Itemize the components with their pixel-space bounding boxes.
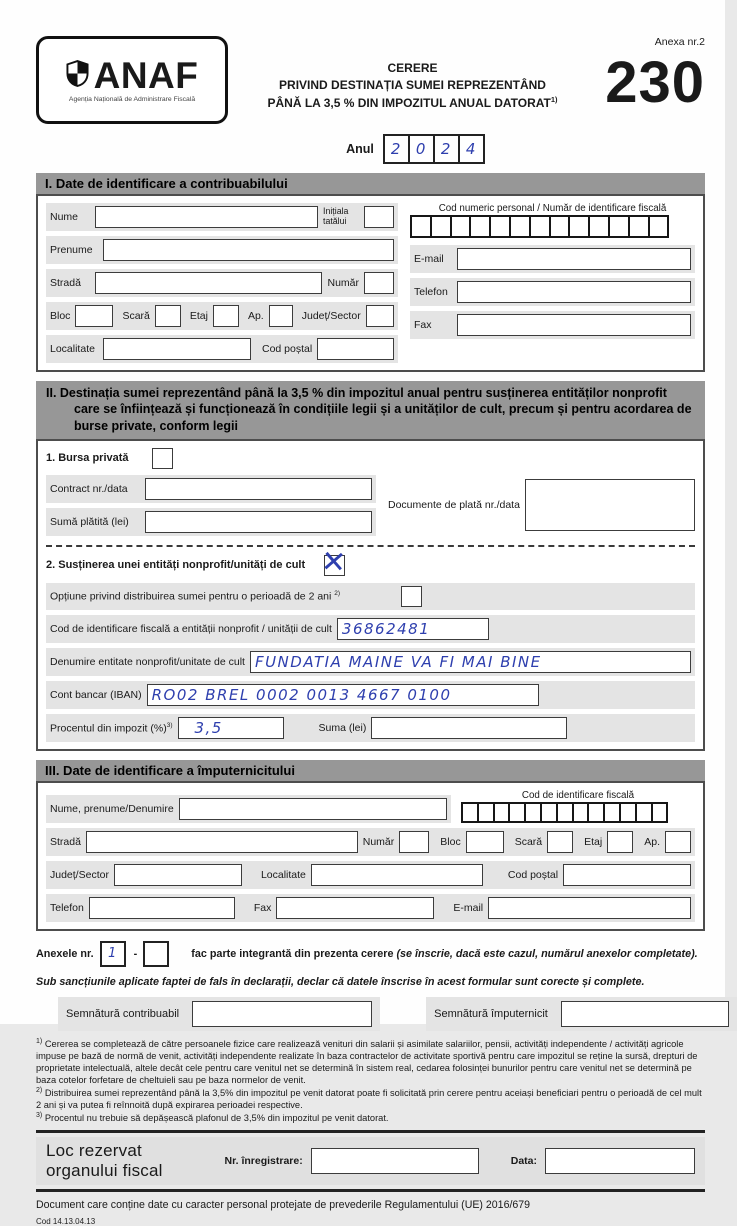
anaf-shield-icon <box>66 60 89 92</box>
imp-judet-label: Județ/Sector <box>50 868 109 881</box>
imp-fax-input[interactable] <box>276 897 434 919</box>
initiala-label: Inițiala tatălui <box>323 206 349 226</box>
anexe-first-input[interactable] <box>100 941 126 967</box>
cif-entitate-value: 36862481 <box>341 619 431 638</box>
entitate-checkbox[interactable] <box>320 544 348 580</box>
optiune-footnote-ref: 2) <box>334 590 341 597</box>
footnote-2: $^{2)}$ Distribuirea sumei reprezentând până la 3,5% din impozitul pe venit datorat poate fi solicitată prin cerere pentru aceiași beneficiari pentru o perioadă de cel mult 2 ani și va putea fi reînnoită după expirarea perioadei respective. <box>36 1087 702 1111</box>
section1-title: I. Date de identificare a contribuabilului <box>36 173 705 194</box>
imp-localitate-label: Localitate <box>260 868 306 881</box>
judet-input[interactable] <box>366 305 394 327</box>
imp-cod-postal-label: Cod poștal <box>507 868 559 881</box>
etaj-label: Etaj <box>189 310 208 322</box>
procent-value: 3,5 <box>194 718 223 737</box>
title-line-3: PÂNĂ LA 3,5 % DIN IMPOZITUL ANUAL DATORAT$^{1)}$ <box>267 94 558 110</box>
cnp-cell[interactable] <box>509 215 531 238</box>
email-input[interactable] <box>457 248 691 270</box>
year-digit-cell[interactable]: 2 <box>383 134 410 164</box>
entitate-checkmark: ✕ <box>320 544 348 580</box>
section2-box <box>36 439 705 751</box>
gdpr-notice: Document care conține date cu caracter personal protejate de prevederile Regulamentului (UE) 2016/679 <box>36 1198 531 1211</box>
denumire-value: FUNDATIA MAINE VA FI MAI BINE <box>254 652 542 671</box>
judet-label: Județ/Sector <box>301 310 361 322</box>
initiala-input[interactable] <box>364 206 394 228</box>
imp-etaj-input[interactable] <box>607 831 633 853</box>
strada-input[interactable] <box>95 272 322 294</box>
imp-email-input[interactable] <box>488 897 691 919</box>
logo-text: ANAF <box>93 55 199 96</box>
declaration-text: Sub sancțiunile aplicate faptei de fals în declarații, declar că datele înscrise în acest formular sunt corecte și complete. <box>36 975 645 988</box>
anexe-first-value: 1 <box>107 946 118 962</box>
imp-localitate-input[interactable] <box>311 864 483 886</box>
form-number: 230 <box>605 50 705 115</box>
prenume-input[interactable] <box>103 239 394 261</box>
nr-inregistrare-input[interactable] <box>311 1148 479 1174</box>
semnatura-imputernicit-label: Semnătură împuternicit <box>434 1007 548 1020</box>
cod-postal-input[interactable] <box>317 338 394 360</box>
fax-input[interactable] <box>457 314 691 336</box>
semnatura-contribuabil-label: Semnătură contribuabil <box>66 1007 180 1020</box>
cif-entitate-label: Cod de identificare fiscală a entității nonprofit / unității de cult <box>50 622 332 635</box>
cnp-cell[interactable] <box>628 215 650 238</box>
procent-label: Procentul din impozit (%)$^{3)}$ <box>50 721 173 734</box>
imp-cod-postal-input[interactable] <box>563 864 691 886</box>
imp-strada-label: Stradă <box>50 835 81 848</box>
imp-cif-caption: Cod de identificare fiscală <box>521 789 635 801</box>
section2-divider <box>46 545 695 547</box>
cnp-caption: Cod numeric personal / Număr de identificare fiscală <box>438 203 667 214</box>
imp-numar-input[interactable] <box>399 831 429 853</box>
section3-box <box>36 781 705 931</box>
imp-ap-label: Ap. <box>644 835 660 848</box>
form-code: Cod 14.13.04.13 <box>36 1216 96 1226</box>
optiune-label: Opțiune privind distribuirea sumei pentru o perioadă de 2 ani $^{2)}$ <box>50 590 341 603</box>
bloc-label: Bloc <box>50 310 71 322</box>
imp-numar-label: Număr <box>362 835 395 848</box>
denumire-input[interactable] <box>250 651 691 673</box>
fiscal-area <box>36 1130 705 1192</box>
optiune-checkbox[interactable] <box>401 586 422 607</box>
imp-telefon-input[interactable] <box>89 897 235 919</box>
prenume-label: Prenume <box>50 244 93 256</box>
cnp-cell[interactable] <box>549 215 571 238</box>
imp-ap-input[interactable] <box>665 831 691 853</box>
anexe-last-input[interactable] <box>143 941 169 967</box>
logo-subtitle: Agenția Națională de Administrare Fiscală <box>68 96 196 103</box>
procent-footnote-ref: 3) <box>166 721 173 729</box>
anexe-text: fac parte integrantă din prezenta cerere (se înscrie, dacă este cazul, numărul anexelor completate). <box>191 947 698 960</box>
ap-label: Ap. <box>247 310 264 322</box>
contract-label: Contract nr./data <box>50 482 128 495</box>
documente-input[interactable] <box>525 479 695 531</box>
footnote-3: $^{3)}$ Procentul nu trebuie să depășească plafonul de 3,5% din impozitul pe venit datorat. <box>36 1112 389 1124</box>
nr-inregistrare-label: Nr. înregistrare: <box>224 1154 303 1167</box>
localitate-input[interactable] <box>103 338 251 360</box>
year-row <box>251 134 581 164</box>
year-digit-cell[interactable]: 0 <box>408 134 435 164</box>
cnp-cell[interactable] <box>608 215 630 238</box>
cnp-cell[interactable] <box>430 215 452 238</box>
data-input[interactable] <box>545 1148 695 1174</box>
fiscal-title: Loc rezervat organului fiscal <box>46 1140 163 1180</box>
year-digit-cell[interactable]: 2 <box>433 134 460 164</box>
entitate-title: 2. Susținerea unei entități nonprofit/unități de cult <box>46 559 306 572</box>
section2-title: II. Destinația sumei reprezentând până la 3,5 % din impozitul anual pentru susținerea entităților nonprofit care se înființează și funcționează în condițiile legii și a unităților de cult, precum și pentru acordarea de burse private, conform legii <box>36 381 705 439</box>
section1-box <box>36 194 705 372</box>
cod-postal-label: Cod poștal <box>262 343 313 355</box>
anexe-row <box>36 941 705 967</box>
semnatura-imputernicit-input[interactable] <box>561 1001 729 1027</box>
semnatura-contribuabil-input[interactable] <box>192 1001 372 1027</box>
ap-input[interactable] <box>269 305 293 327</box>
telefon-input[interactable] <box>457 281 691 303</box>
anaf-logo <box>36 36 228 124</box>
iban-label: Cont bancar (IBAN) <box>50 688 142 701</box>
cnp-cell[interactable] <box>450 215 472 238</box>
imp-email-label: E-mail <box>453 901 484 914</box>
bloc-input[interactable] <box>75 305 113 327</box>
year-label: Anul <box>346 142 374 156</box>
cnp-cell[interactable] <box>648 215 670 238</box>
nume-input[interactable] <box>95 206 318 228</box>
cnp-cell[interactable] <box>588 215 610 238</box>
imp-bloc-input[interactable] <box>466 831 504 853</box>
title-line-2: PRIVIND DESTINAȚIA SUMEI REPREZENTÂND <box>279 78 546 93</box>
suma-platita-input[interactable] <box>145 511 372 533</box>
localitate-label: Localitate <box>50 343 95 355</box>
suma-lei-label: Suma (lei) <box>318 721 367 734</box>
bursa-checkbox[interactable] <box>152 448 173 469</box>
iban-value: RO02 BREL 0002 0013 4667 0100 <box>151 685 452 704</box>
imp-nume-label: Nume, prenume/Denumire <box>50 802 174 815</box>
imp-bloc-label: Bloc <box>440 835 461 848</box>
imp-scara-input[interactable] <box>547 831 573 853</box>
etaj-input[interactable] <box>213 305 239 327</box>
title-footnote-ref: 1) <box>550 94 558 104</box>
suma-lei-input[interactable] <box>371 717 567 739</box>
imp-judet-input[interactable] <box>114 864 242 886</box>
denumire-label: Denumire entitate nonprofit/unitate de cult <box>50 655 245 668</box>
imp-nume-input[interactable] <box>179 798 447 820</box>
imp-fax-label: Fax <box>253 901 272 914</box>
cif-entitate-input[interactable] <box>337 618 489 640</box>
documente-label: Documente de plată nr./data <box>388 499 520 512</box>
numar-label: Număr <box>327 277 359 289</box>
cnp-input[interactable] <box>410 215 695 238</box>
anexe-label: Anexele nr. <box>36 947 94 960</box>
strada-label: Stradă <box>50 277 81 289</box>
cnp-cell[interactable] <box>529 215 551 238</box>
signatures-row <box>58 997 705 1031</box>
cnp-cell[interactable] <box>568 215 590 238</box>
imp-cif-input[interactable] <box>461 802 695 823</box>
anexa-label: Anexa nr.2 <box>654 36 705 48</box>
cnp-cell[interactable] <box>469 215 491 238</box>
cnp-cell[interactable] <box>410 215 432 238</box>
footnote-1: $^{1)}$ Cererea se completează de către persoanele fizice care realizează venituri din salarii și asimilate salariilor, pensii, activități independente / activități agricole impuse pe bază de normă de venit, activități independente realizate în baza contractelor de activitate sportivă pentru care impozitul se reține la sursă, drepturi de proprietate intelectuală, altele decât cele pentru care venitul net se determină în sistem real, cedarea folosinței bunurilor pentru care venitul net se determină pe baza cotelor forfetare de cheltuieli sau pe baza normelor de venit. <box>36 1037 698 1086</box>
scara-label: Scară <box>122 310 150 322</box>
nume-label: Nume <box>50 211 79 223</box>
form-title <box>228 36 597 112</box>
scara-input[interactable] <box>155 305 181 327</box>
imp-strada-input[interactable] <box>86 831 358 853</box>
section3-title: III. Date de identificare a împuternicitului <box>36 760 705 781</box>
iban-input[interactable] <box>147 684 539 706</box>
imp-scara-label: Scară <box>514 835 543 848</box>
cif-cell[interactable] <box>651 802 669 823</box>
contract-input[interactable] <box>145 478 372 500</box>
imp-telefon-label: Telefon <box>50 901 84 914</box>
year-digit-cell[interactable]: 4 <box>458 134 485 164</box>
header <box>36 36 705 124</box>
anexe-separator: - <box>133 947 138 960</box>
title-line-1: CERERE <box>387 61 438 75</box>
suma-platita-label: Sumă plătită (lei) <box>50 515 129 528</box>
fax-label: Fax <box>414 319 432 331</box>
cnp-cell[interactable] <box>489 215 511 238</box>
email-label: E-mail <box>414 253 444 265</box>
imp-etaj-label: Etaj <box>584 835 603 848</box>
telefon-label: Telefon <box>414 286 448 298</box>
procent-input[interactable] <box>178 717 284 739</box>
data-label: Data: <box>510 1154 537 1167</box>
year-input[interactable] <box>383 134 485 164</box>
bursa-title: 1. Bursa privată <box>46 452 129 465</box>
numar-input[interactable] <box>364 272 394 294</box>
footnotes <box>36 1037 705 1125</box>
